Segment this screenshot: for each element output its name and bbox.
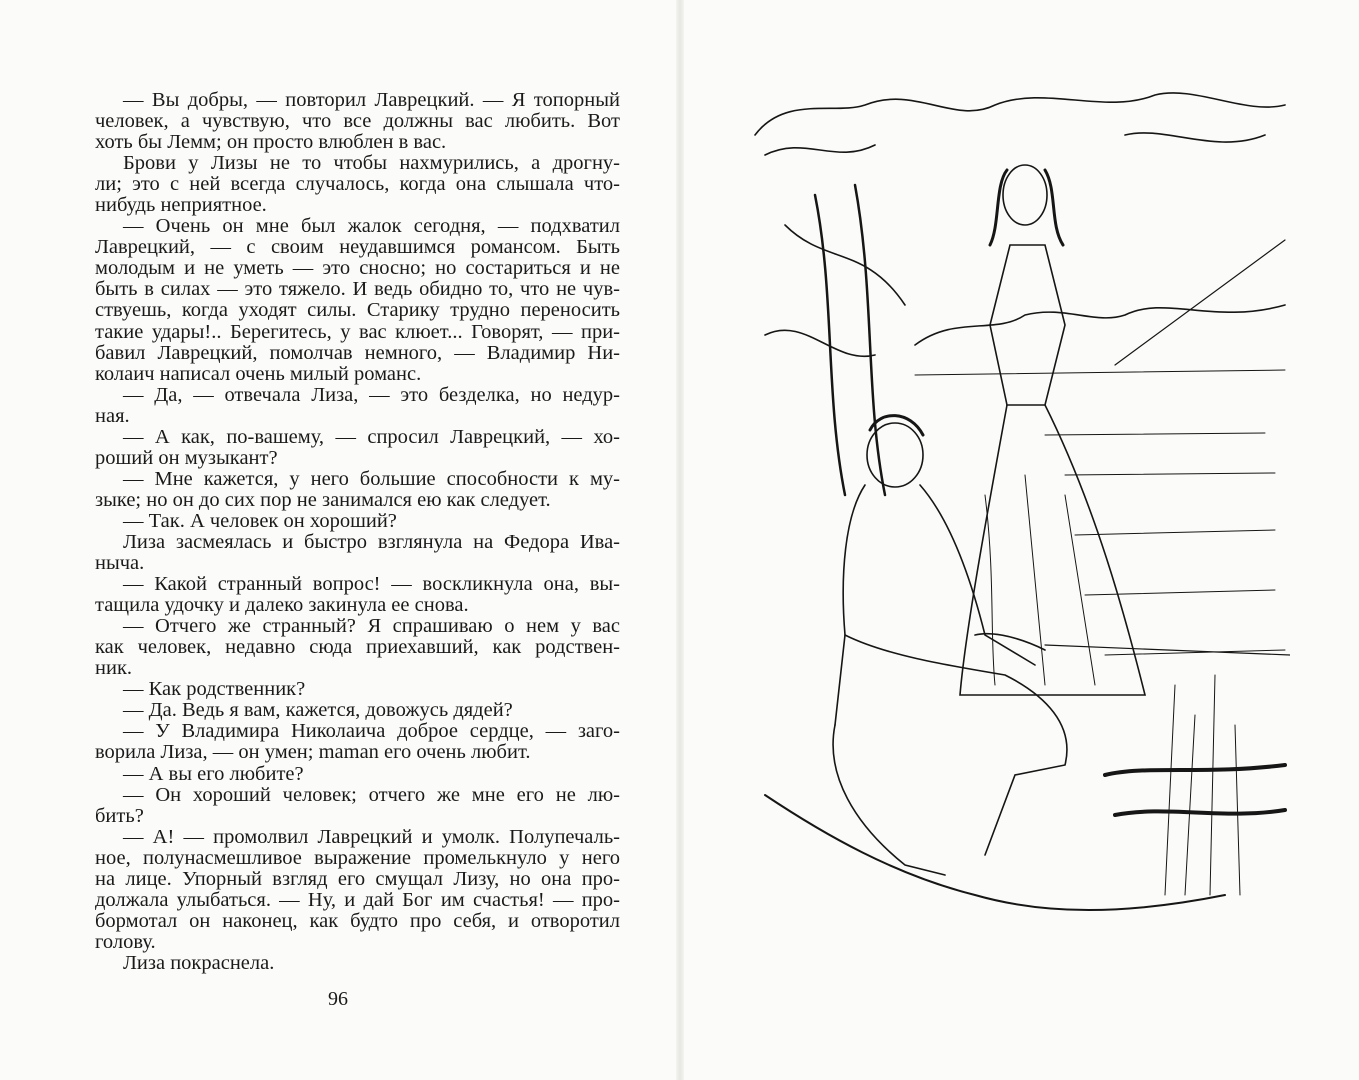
text-line: колаич написал очень милый романс. bbox=[95, 362, 422, 385]
text-line: — А вы его любите? bbox=[123, 762, 304, 785]
text-line: как человек, недавно сюда приехавший, как родствен- bbox=[95, 636, 620, 659]
text-line: должала улыбаться. — Ну, и дай Бог им счастья! — про- bbox=[95, 888, 620, 911]
illustration-lavretsky-and-liza-fishing bbox=[745, 75, 1290, 935]
page-text bbox=[95, 90, 620, 974]
text-line: ныча. bbox=[95, 552, 145, 575]
text-line: — Да. Ведь я вам, кажется, довожусь дядей? bbox=[123, 699, 513, 722]
text-line: — Да, — отвечала Лиза, — это безделка, но недур- bbox=[123, 383, 620, 406]
text-line: молодым и не уметь — это сносно; но состариться и не bbox=[95, 257, 620, 280]
text-line: ли; это с ней всегда случалось, когда она слышала что- bbox=[95, 173, 620, 196]
text-line: — А! — промолвил Лаврецкий и умолк. Полупечаль- bbox=[123, 825, 620, 848]
text-line: быть в силах — это тяжело. И ведь обидно то, что не чув- bbox=[95, 278, 620, 301]
text-line: — А как, по-вашему, — спросил Лаврецкий, — хо- bbox=[123, 425, 620, 448]
text-line: человек, а чувствую, что все должны вас любить. Вот bbox=[95, 110, 620, 133]
text-line: на лице. Упорный взгляд его смущал Лизу, но она про- bbox=[95, 867, 620, 890]
text-line: — Так. А человек он хороший? bbox=[123, 509, 397, 532]
text-line: — Мне кажется, у него большие способности к му- bbox=[123, 467, 620, 490]
text-line: бавил Лаврецкий, помолчав немного, — Владимир Ни- bbox=[95, 341, 620, 364]
text-line: тащила удочку и далеко закинула ее снова. bbox=[95, 594, 469, 617]
text-line: бормотал он наконец, как будто про себя, и отворотил bbox=[95, 909, 620, 932]
text-line: — У Владимира Николаича доброе сердце, — заго- bbox=[123, 720, 620, 743]
text-line: нибудь неприятное. bbox=[95, 194, 267, 217]
text-line: зыке; но он до сих пор не занимался ею как следует. bbox=[95, 488, 551, 511]
text-line: — Отчего же странный? Я спрашиваю о нем у вас bbox=[123, 615, 620, 638]
text-line: роший он музыкант? bbox=[95, 446, 278, 469]
text-line: — Он хороший человек; отчего же мне его не лю- bbox=[123, 783, 620, 806]
text-line: — Очень он мне был жалок сегодня, — подхватил bbox=[123, 215, 620, 238]
text-line: ное, полунасмешливое выражение промелькнуло у него bbox=[95, 846, 620, 869]
text-line: ная. bbox=[95, 404, 130, 427]
text-line: хоть бы Лемм; он просто влюблен в вас. bbox=[95, 131, 447, 154]
text-line: — Как родственник? bbox=[123, 678, 306, 701]
text-line: ствуешь, когда уходят силы. Старику трудно переносить bbox=[95, 299, 620, 322]
text-line: Брови у Лизы не то чтобы нахмурились, а дрогну- bbox=[123, 152, 620, 175]
text-line: — Какой странный вопрос! — воскликнула она, вы- bbox=[123, 573, 620, 596]
page-number: 96 bbox=[328, 988, 348, 1010]
book-gutter bbox=[676, 0, 684, 1080]
text-line: ник. bbox=[95, 657, 133, 680]
text-line: — Вы добры, — повторил Лаврецкий. — Я топорный bbox=[123, 89, 620, 111]
text-line: Лиза засмеялась и быстро взглянула на Федора Ива- bbox=[123, 530, 620, 553]
text-line: такие удары!.. Берегитесь, у вас клюет... Говорят, — при- bbox=[95, 320, 620, 343]
text-line: Лиза покраснела. bbox=[123, 951, 275, 974]
text-line: Лаврецкий, — с своим неудавшимся романсом. Быть bbox=[95, 236, 620, 259]
text-line: бить? bbox=[95, 804, 144, 827]
text-line: ворила Лиза, — он умен; maman его очень любит. bbox=[95, 741, 531, 764]
text-line: голову. bbox=[95, 930, 156, 953]
